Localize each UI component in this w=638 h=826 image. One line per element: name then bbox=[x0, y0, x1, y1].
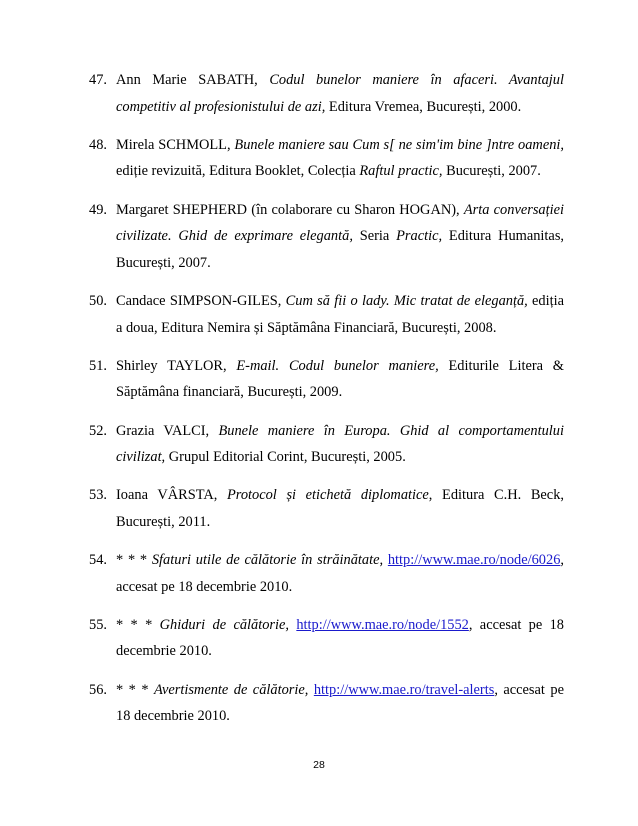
reference-item-48 bbox=[89, 132, 564, 185]
reference-number: 54. bbox=[89, 552, 107, 569]
reference-author: Margaret SHEPHERD (în colaborare cu Sharon HOGAN), bbox=[116, 201, 464, 218]
reference-author: * * * bbox=[116, 552, 152, 569]
reference-item-56 bbox=[89, 677, 564, 730]
page-number: 28 bbox=[313, 759, 325, 771]
reference-title: Sfaturi utile de călătorie în străinătate, bbox=[151, 552, 384, 569]
reference-title: Ghiduri de călătorie, bbox=[159, 616, 289, 633]
reference-author: * * * bbox=[116, 681, 154, 698]
reference-number: 55. bbox=[89, 616, 107, 633]
reference-access-date: , accesat pe 18 decembrie 2010. bbox=[116, 681, 564, 725]
reference-link[interactable]: http://www.mae.ro/travel-alerts bbox=[313, 681, 495, 698]
reference-publisher: ediția a doua, Editura Nemira și Săptămâna Financiară, București, 2008. bbox=[116, 292, 565, 336]
reference-item-53 bbox=[89, 482, 564, 535]
reference-publisher: Editurile Litera & Săptămâna financiară, București, 2009. bbox=[116, 357, 565, 401]
reference-author: Shirley TAYLOR, bbox=[116, 357, 237, 374]
reference-item-50 bbox=[89, 288, 564, 341]
reference-number: 53. bbox=[89, 487, 107, 504]
reference-item-54 bbox=[89, 547, 564, 600]
reference-author: Ioana VÂRSTA, bbox=[116, 487, 227, 504]
reference-publisher: București, 2007. bbox=[442, 163, 541, 180]
reference-author: Mirela SCHMOLL, bbox=[116, 136, 235, 153]
reference-series: Practic, bbox=[396, 228, 443, 245]
reference-item-47 bbox=[89, 67, 564, 120]
reference-title: Protocol și etichetă diplomatice bbox=[226, 487, 429, 504]
reference-publisher: Grupul Editorial Corint, București, 2005. bbox=[165, 449, 406, 466]
reference-title: Codul bunelor maniere în afaceri. Avantajul competitiv al profesionistului de azi, bbox=[116, 72, 564, 115]
reference-access-date: , accesat pe 18 decembrie 2010. bbox=[116, 616, 564, 660]
reference-link[interactable]: http://www.mae.ro/node/6026 bbox=[387, 552, 561, 569]
reference-number: 47. bbox=[89, 72, 107, 88]
reference-item-51 bbox=[89, 353, 564, 406]
reference-access-date: , accesat pe 18 decembrie 2010. bbox=[116, 552, 564, 595]
reference-item-49 bbox=[89, 197, 564, 277]
reference-item-52 bbox=[89, 418, 564, 471]
reference-number: 51. bbox=[89, 357, 107, 374]
reference-number: 56. bbox=[89, 681, 107, 698]
reference-author: * * * bbox=[116, 616, 160, 633]
reference-publisher: Editura Vremea, București, 2000. bbox=[325, 98, 522, 115]
reference-title: Cum să fii o lady. Mic tratat de eleganță, bbox=[285, 292, 528, 309]
reference-publisher: , Editura C.H. Beck, București, 2011. bbox=[116, 487, 564, 530]
reference-title: Arta conversației civilizate. Ghid de exprimare elegantă, bbox=[116, 201, 565, 245]
reference-number: 48. bbox=[89, 136, 107, 153]
reference-number: 49. bbox=[89, 201, 107, 218]
reference-title: Bunele maniere sau Cum s[ ne sim'im bine ]ntre oameni, bbox=[234, 136, 565, 153]
reference-number: 50. bbox=[89, 292, 107, 309]
reference-title: Avertismente de călătorie, bbox=[153, 681, 309, 698]
reference-series-label: Seria bbox=[352, 228, 397, 245]
reference-collection: Raftul practic, bbox=[359, 163, 443, 180]
reference-title: Bunele maniere în Europa. Ghid al comportamentului civilizat, bbox=[116, 422, 564, 466]
reference-item-55 bbox=[89, 612, 564, 665]
reference-author: Grazia VALCI, bbox=[116, 422, 219, 439]
reference-title: E-mail. Codul bunelor maniere, bbox=[236, 357, 439, 374]
reference-link[interactable]: http://www.mae.ro/node/1552 bbox=[296, 616, 469, 633]
reference-edition: ediție revizuită, Editura Booklet, Colecția bbox=[116, 163, 360, 180]
bibliography-list bbox=[89, 67, 564, 741]
reference-author: Ann Marie SABATH, bbox=[116, 72, 270, 88]
reference-author: Candace SIMPSON-GILES, bbox=[116, 292, 286, 309]
reference-number: 52. bbox=[89, 422, 107, 439]
reference-publisher: Editura Humanitas, București, 2007. bbox=[116, 228, 565, 271]
